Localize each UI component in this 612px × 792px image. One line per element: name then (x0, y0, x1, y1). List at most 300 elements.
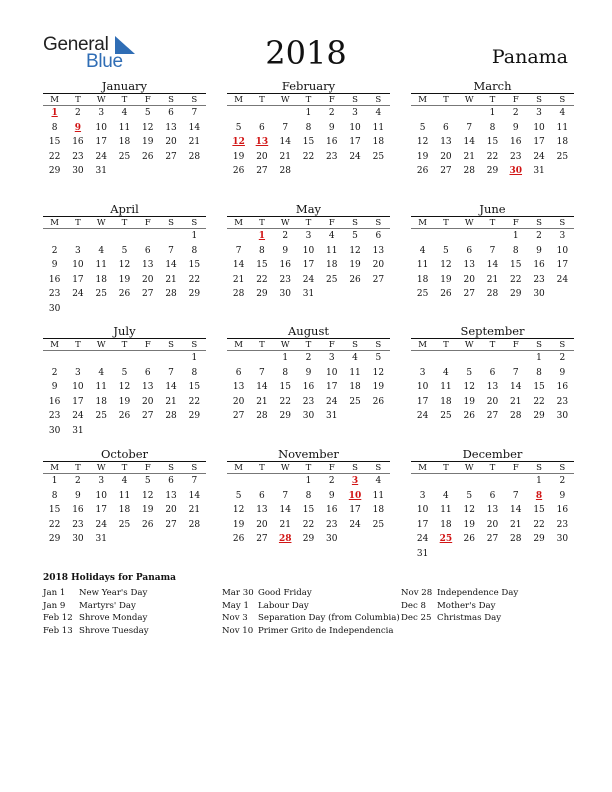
week-row (227, 121, 390, 136)
day-cell: 4 (121, 108, 128, 118)
day-cell (113, 351, 136, 366)
day-cell: 14 (165, 382, 177, 393)
holiday-date: Nov 10 (222, 625, 254, 636)
weekday-label: S (168, 218, 174, 228)
weekday-header (43, 94, 206, 106)
day-cell: 28 (486, 289, 499, 300)
week-row (43, 229, 206, 244)
week-row (43, 366, 206, 381)
day-cell: 14 (510, 505, 522, 516)
day-cell: 8 (512, 245, 519, 256)
week-row (227, 503, 390, 518)
holiday-day-cell: 9 (74, 122, 82, 133)
day-cell: 22 (48, 519, 61, 530)
day-cell: 11 (326, 245, 338, 256)
day-cell: 5 (235, 490, 242, 501)
holiday-date: Feb 13 (43, 625, 73, 636)
holiday-day-cell: 1 (51, 108, 58, 118)
day-cell: 7 (168, 367, 174, 378)
weekday-label: M (234, 95, 243, 105)
day-cell: 3 (559, 231, 566, 241)
day-cell (136, 302, 159, 317)
day-cell: 16 (326, 137, 338, 148)
week-row (227, 258, 390, 273)
day-cell: 23 (556, 396, 569, 407)
day-cell: 13 (232, 382, 245, 393)
weekday-label: F (144, 340, 151, 350)
day-cell: 17 (326, 382, 338, 393)
weekday-label: M (50, 95, 59, 105)
day-cell: 16 (48, 396, 61, 407)
week-row (411, 244, 574, 259)
weekday-label: T (259, 218, 265, 228)
day-cell (367, 532, 390, 547)
day-cell: 28 (188, 519, 201, 530)
weekday-label: T (489, 463, 496, 473)
day-cell: 11 (440, 505, 452, 516)
week-row (227, 380, 390, 395)
day-cell: 19 (142, 505, 154, 516)
day-cell: 13 (440, 137, 452, 148)
month-august (227, 324, 390, 424)
day-cell: 16 (326, 505, 338, 516)
week-row (411, 380, 574, 395)
holiday-list (43, 573, 583, 636)
day-cell (458, 229, 481, 244)
day-cell: 21 (279, 151, 291, 162)
weekday-label: T (443, 95, 449, 105)
day-cell: 10 (95, 122, 107, 133)
day-cell: 15 (486, 137, 499, 148)
weekday-label: S (191, 218, 198, 228)
day-cell: 17 (95, 137, 107, 148)
week-row (43, 150, 206, 165)
holiday-entry (222, 587, 408, 600)
day-cell: 6 (443, 122, 449, 133)
day-cell: 4 (352, 353, 358, 363)
holiday-name: Shrove Monday (79, 613, 148, 624)
day-cell (434, 351, 457, 366)
day-cell: 15 (533, 382, 545, 393)
day-cell (90, 424, 113, 439)
week-row (43, 273, 206, 288)
day-cell: 18 (118, 505, 131, 516)
day-cell (43, 229, 66, 244)
day-cell: 17 (72, 396, 84, 407)
day-cell: 7 (168, 245, 174, 256)
day-cell (66, 351, 89, 366)
day-cell (113, 302, 136, 317)
day-cell: 1 (305, 476, 312, 486)
weekday-header (43, 339, 206, 351)
week-row (43, 532, 206, 547)
week-row (43, 302, 206, 317)
month-name: May (295, 202, 322, 216)
day-cell: 11 (349, 367, 361, 378)
day-cell (159, 424, 182, 439)
day-cell: 2 (559, 476, 566, 486)
day-cell: 29 (510, 289, 522, 300)
holiday-name: Primer Grito de Independencia (258, 625, 394, 636)
day-cell: 11 (556, 122, 569, 133)
day-cell: 21 (510, 519, 522, 530)
weekday-label: M (50, 463, 59, 473)
day-cell (527, 547, 550, 562)
day-cell: 20 (142, 274, 154, 285)
day-cell: 15 (48, 137, 61, 148)
weekday-label: T (443, 463, 449, 473)
day-cell: 31 (72, 425, 84, 436)
day-cell: 20 (486, 519, 499, 530)
week-row (227, 135, 390, 150)
weekday-label: S (536, 218, 542, 228)
day-cell: 13 (142, 260, 154, 271)
day-cell: 27 (142, 289, 154, 300)
day-cell: 12 (463, 505, 475, 516)
day-cell: 16 (72, 137, 84, 148)
week-row (227, 106, 390, 121)
week-row (411, 287, 574, 302)
day-cell: 27 (142, 411, 154, 422)
weekday-label: S (375, 463, 382, 473)
day-cell (90, 229, 113, 244)
day-cell: 27 (486, 411, 499, 422)
holiday-entry (43, 600, 219, 613)
day-cell (411, 474, 434, 489)
day-cell: 3 (419, 367, 426, 378)
day-cell: 9 (536, 245, 542, 256)
day-cell: 27 (486, 534, 499, 545)
week-row (43, 106, 206, 121)
day-cell: 21 (165, 274, 177, 285)
day-cell: 5 (352, 231, 358, 241)
month-september (411, 324, 574, 424)
day-cell: 23 (533, 274, 545, 285)
day-cell: 2 (512, 108, 519, 118)
weekday-label: S (375, 218, 382, 228)
weekday-label: M (234, 463, 243, 473)
holiday-date: Dec 8 (401, 600, 426, 611)
day-cell (481, 351, 504, 366)
day-cell (250, 351, 273, 366)
day-cell (159, 302, 182, 317)
day-cell: 3 (75, 367, 81, 378)
day-cell (551, 547, 574, 562)
day-cell: 17 (95, 505, 107, 516)
month-name: October (100, 447, 149, 461)
day-cell: 1 (536, 476, 542, 486)
day-cell: 8 (305, 122, 312, 133)
day-cell: 4 (328, 231, 335, 241)
day-cell: 12 (118, 260, 131, 271)
day-cell: 10 (95, 490, 107, 501)
day-cell: 15 (302, 137, 315, 148)
weekday-label: S (191, 340, 198, 350)
day-cell: 7 (282, 490, 289, 501)
day-cell: 9 (305, 367, 312, 378)
holiday-entry (401, 600, 577, 613)
day-cell: 2 (282, 231, 289, 241)
day-cell (227, 474, 250, 489)
day-cell: 6 (235, 367, 242, 378)
week-row (411, 229, 574, 244)
day-cell: 22 (279, 396, 291, 407)
day-cell: 20 (486, 396, 499, 407)
day-cell: 3 (98, 108, 105, 118)
day-cell: 30 (72, 534, 84, 545)
day-cell: 25 (440, 411, 452, 422)
day-cell: 17 (302, 260, 315, 271)
holiday-date: Mar 30 (222, 588, 254, 598)
holiday-entry (43, 587, 219, 600)
day-cell: 9 (51, 260, 58, 271)
weekday-label: S (352, 95, 358, 105)
day-cell: 18 (118, 137, 131, 148)
day-cell: 25 (372, 519, 385, 530)
day-cell: 20 (232, 396, 245, 407)
day-cell (159, 532, 182, 547)
day-cell (159, 351, 182, 366)
day-cell: 7 (489, 245, 496, 256)
day-cell: 27 (440, 166, 452, 177)
week-row (411, 106, 574, 121)
week-row (43, 395, 206, 410)
week-row (227, 395, 390, 410)
day-cell: 12 (416, 137, 429, 148)
day-cell: 8 (259, 245, 265, 256)
day-cell: 20 (440, 151, 452, 162)
day-cell: 19 (232, 151, 245, 162)
weekday-label: F (144, 218, 151, 228)
week-row (43, 135, 206, 150)
day-cell (458, 474, 481, 489)
weekday-header (411, 462, 574, 474)
day-cell: 17 (349, 505, 361, 516)
month-name: March (473, 79, 512, 93)
week-row (411, 474, 574, 489)
month-name: December (462, 447, 523, 461)
day-cell: 22 (256, 274, 268, 285)
day-cell: 7 (512, 490, 519, 501)
day-cell: 1 (536, 353, 542, 363)
day-cell: 24 (416, 534, 429, 545)
holiday-day-cell: 28 (278, 534, 292, 545)
week-row (43, 489, 206, 504)
weekday-header (43, 217, 206, 229)
day-cell: 14 (279, 137, 291, 148)
day-cell: 16 (48, 274, 61, 285)
day-cell (113, 164, 136, 179)
day-cell (504, 351, 527, 366)
holiday-day-cell: 12 (232, 137, 245, 148)
week-row (43, 121, 206, 136)
holiday-name: Shrove Tuesday (79, 625, 149, 636)
day-cell: 19 (463, 519, 475, 530)
holiday-date: Feb 12 (43, 613, 73, 624)
day-cell (90, 302, 113, 317)
day-cell: 5 (235, 122, 242, 133)
week-row (227, 532, 390, 547)
day-cell: 23 (48, 289, 61, 300)
day-cell (113, 424, 136, 439)
day-cell: 10 (416, 382, 429, 393)
day-cell: 20 (256, 151, 268, 162)
weekday-label: S (168, 463, 174, 473)
day-cell (504, 474, 527, 489)
weekday-label: T (75, 340, 81, 350)
day-cell: 21 (232, 274, 245, 285)
day-cell: 23 (72, 519, 84, 530)
weekday-label: S (559, 340, 566, 350)
day-cell: 21 (256, 396, 268, 407)
month-name: September (460, 324, 525, 338)
day-cell: 26 (232, 166, 245, 177)
day-cell: 26 (463, 534, 475, 545)
day-cell: 10 (349, 122, 361, 133)
holiday-entry (401, 612, 577, 625)
weekday-label: F (144, 463, 151, 473)
weekday-label: T (121, 463, 128, 473)
month-june (411, 202, 574, 302)
weekday-label: M (418, 463, 427, 473)
day-cell: 16 (510, 137, 522, 148)
day-cell: 15 (188, 260, 201, 271)
week-row (411, 547, 574, 562)
day-cell: 26 (372, 396, 385, 407)
day-cell: 24 (349, 151, 361, 162)
day-cell (458, 547, 481, 562)
day-cell: 25 (416, 289, 429, 300)
day-cell (227, 106, 250, 121)
holiday-name: Christmas Day (437, 613, 502, 624)
day-cell: 12 (118, 382, 131, 393)
holiday-date: Nov 3 (222, 613, 248, 624)
day-cell: 28 (279, 166, 291, 177)
day-cell (274, 106, 297, 121)
weekday-label: T (305, 463, 312, 473)
day-cell: 19 (463, 396, 475, 407)
weekday-header (227, 217, 390, 229)
day-cell: 2 (328, 108, 335, 118)
day-cell: 12 (142, 122, 154, 133)
day-cell: 5 (443, 245, 449, 256)
day-cell (434, 106, 457, 121)
weekday-label: T (259, 95, 265, 105)
day-cell (297, 164, 320, 179)
day-cell: 15 (279, 382, 291, 393)
day-cell (343, 532, 366, 547)
day-cell: 18 (416, 274, 429, 285)
day-cell: 20 (165, 137, 177, 148)
day-cell: 17 (72, 274, 84, 285)
week-row (227, 351, 390, 366)
day-cell: 27 (463, 289, 475, 300)
day-cell: 3 (352, 108, 358, 118)
day-cell: 6 (259, 122, 265, 133)
day-cell: 8 (51, 122, 58, 133)
day-cell: 10 (556, 245, 569, 256)
week-row (227, 474, 390, 489)
month-october (43, 447, 206, 547)
holiday-entry (222, 600, 408, 613)
month-name: November (278, 447, 339, 461)
day-cell: 21 (279, 519, 291, 530)
day-cell: 6 (489, 490, 496, 501)
holiday-column (43, 587, 219, 637)
day-cell (551, 164, 574, 179)
day-cell: 21 (165, 396, 177, 407)
day-cell: 11 (95, 382, 107, 393)
day-cell: 8 (536, 367, 542, 378)
day-cell: 17 (416, 396, 429, 407)
weekday-label: T (443, 218, 449, 228)
day-cell: 27 (165, 151, 177, 162)
holiday-date: May 1 (222, 600, 249, 611)
weekday-label: T (75, 463, 81, 473)
day-cell: 2 (305, 353, 312, 363)
day-cell: 28 (510, 534, 522, 545)
day-cell: 9 (328, 490, 335, 501)
day-cell: 13 (486, 382, 499, 393)
holiday-day-cell: 8 (535, 490, 543, 501)
day-cell: 29 (279, 411, 291, 422)
month-february (227, 79, 390, 179)
week-row (411, 532, 574, 547)
day-cell (367, 164, 390, 179)
day-cell: 31 (416, 548, 429, 559)
day-cell: 7 (466, 122, 473, 133)
day-cell: 25 (349, 396, 361, 407)
day-cell: 5 (375, 353, 382, 363)
day-cell (250, 474, 273, 489)
weekday-label: F (512, 95, 519, 105)
week-row (43, 244, 206, 259)
weekday-label: W (464, 340, 474, 350)
month-november (227, 447, 390, 547)
day-cell: 2 (51, 245, 58, 256)
day-cell: 23 (48, 411, 61, 422)
day-cell: 9 (75, 490, 81, 501)
day-cell: 8 (191, 245, 198, 256)
day-cell: 4 (559, 108, 566, 118)
weekday-label: W (96, 463, 106, 473)
week-row (43, 164, 206, 179)
day-cell (183, 164, 206, 179)
day-cell (159, 164, 182, 179)
day-cell: 6 (168, 476, 174, 486)
day-cell: 4 (375, 476, 382, 486)
day-cell (434, 474, 457, 489)
day-cell: 6 (144, 367, 151, 378)
day-cell: 9 (512, 122, 519, 133)
day-cell: 3 (305, 231, 312, 241)
day-cell: 6 (144, 245, 151, 256)
day-cell: 16 (302, 382, 315, 393)
day-cell: 8 (51, 490, 58, 501)
weekday-label: M (418, 340, 427, 350)
logo-text-general: General (43, 34, 109, 55)
day-cell: 28 (188, 151, 201, 162)
day-cell: 5 (466, 367, 473, 378)
day-cell: 30 (302, 411, 315, 422)
weekday-label: T (489, 218, 496, 228)
week-row (43, 409, 206, 424)
day-cell: 5 (466, 490, 473, 501)
week-row (227, 150, 390, 165)
weekday-label: F (144, 95, 151, 105)
day-cell: 8 (282, 367, 289, 378)
weekday-header (43, 462, 206, 474)
